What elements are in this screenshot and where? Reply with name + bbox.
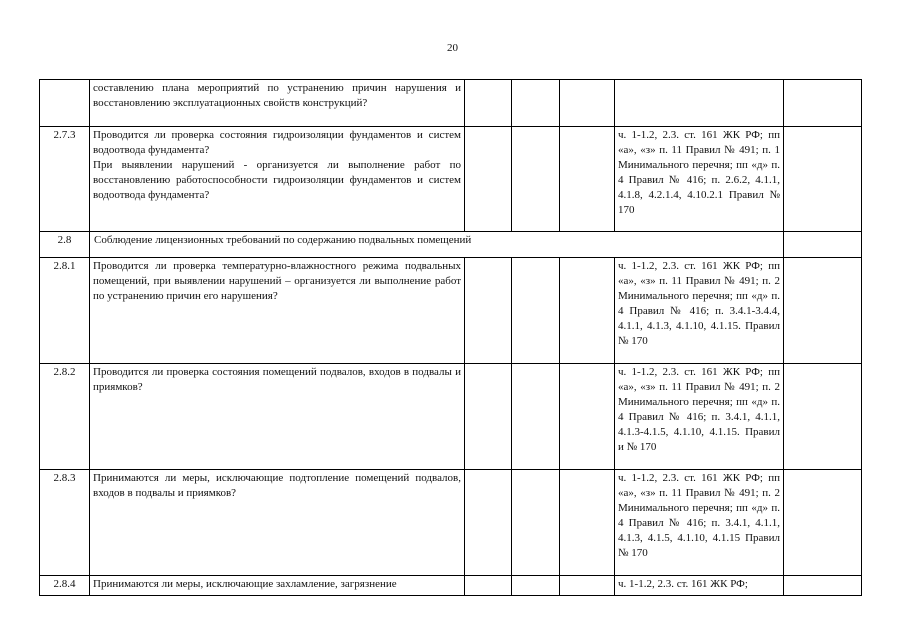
answer-yes-cell [465,576,512,596]
answer-na-cell [560,364,615,470]
table-row [40,127,862,232]
section-number-cell: 2.8 [40,232,90,258]
notes-cell [784,232,862,258]
page-number: 20 [447,42,458,54]
section-row [40,232,862,258]
question-cell: Проводится ли проверка состояния помещений подвалов, входов в подвалы и приямков? [90,364,465,470]
answer-yes-cell [465,80,512,127]
notes-cell [784,364,862,470]
answer-na-cell [560,80,615,127]
answer-yes-cell [465,258,512,364]
notes-cell [784,127,862,232]
answer-yes-cell [465,364,512,470]
question-cell: составлению плана мероприятий по устранению причин нарушения и восстановлению эксплуатационных свойств конструкций? [90,80,465,127]
item-number-cell [40,80,90,127]
question-cell: Принимаются ли меры, исключающие подтопление помещений подвалов, входов в подвалы и приямков? [90,470,465,576]
item-number-cell: 2.7.3 [40,127,90,232]
legal-reference-cell: ч. 1-1.2, 2.3. ст. 161 ЖК РФ; пп «а», «з» п. 11 Правил № 491; п. 2 Минимального перечня; пп «д» п. 4 Правил № 416; п. 3.4.1-3.4.4, 4.1.1, 4.1.3, 4.1.10, 4.1.15. Правил № 170 [615,258,784,364]
answer-no-cell [512,470,560,576]
answer-no-cell [512,576,560,596]
answer-no-cell [512,258,560,364]
answer-na-cell [560,576,615,596]
item-number-cell: 2.8.2 [40,364,90,470]
answer-yes-cell [465,127,512,232]
table-row [40,470,862,576]
answer-na-cell [560,258,615,364]
item-number-cell: 2.8.1 [40,258,90,364]
item-number-cell: 2.8.3 [40,470,90,576]
table-row [40,364,862,470]
legal-reference-cell: ч. 1-1.2, 2.3. ст. 161 ЖК РФ; пп «а», «з» п. 11 Правил № 491; п. 2 Минимального перечня; пп «д» п. 4 Правил № 416; п. 3.4.1, 4.1.1, 4.1.3, 4.1.5, 4.1.10, 4.1.15 Правил № 170 [615,470,784,576]
table-row [40,576,862,596]
notes-cell [784,576,862,596]
checklist-table [39,79,862,596]
question-text: Проводится ли проверка состояния гидроизоляции фундаментов и систем водоотвода фундамента? [93,129,461,156]
item-number-cell: 2.8.4 [40,576,90,596]
table-row [40,258,862,364]
table-row [40,80,862,127]
answer-na-cell [560,470,615,576]
answer-no-cell [512,80,560,127]
notes-cell [784,470,862,576]
notes-cell [784,258,862,364]
answer-no-cell [512,127,560,232]
legal-reference-cell: ч. 1-1.2, 2.3. ст. 161 ЖК РФ; пп «а», «з» п. 11 Правил № 491; п. 1 Минимального перечня; пп «д» п. 4 Правил № 416; п. 2.6.2, 4.1.1, 4.1.8, 4.2.1.4, 4.10.2.1 Правил № 170 [615,127,784,232]
section-title: Соблюдение лицензионных требований по содержанию подвальных помещений [90,232,784,258]
legal-reference-cell: ч. 1-1.2, 2.3. ст. 161 ЖК РФ; пп «а», «з» п. 11 Правил № 491; п. 2 Минимального перечня; пп «д» п. 4 Правил № 416; п. 3.4.1, 4.1.1, 4.1.3-4.1.5, 4.1.10, 4.1.15. Правил и № 170 [615,364,784,470]
question-followup-text: При выявлении нарушений - организуется ли выполнение работ по восстановлению работоспособности гидроизоляции фундаментов и систем водоотвода фундамента? [93,159,461,201]
question-cell: Проводится ли проверка температурно-влажностного режима подвальных помещений, при выявлении нарушений – организуется ли выполнение работ по устранению причин его нарушения? [90,258,465,364]
question-cell [90,127,465,232]
answer-no-cell [512,364,560,470]
question-cell: Принимаются ли меры, исключающие захламление, загрязнение [90,576,465,596]
notes-cell [784,80,862,127]
answer-yes-cell [465,470,512,576]
answer-na-cell [560,127,615,232]
legal-reference-cell [615,80,784,127]
legal-reference-cell: ч. 1-1.2, 2.3. ст. 161 ЖК РФ; [615,576,784,596]
